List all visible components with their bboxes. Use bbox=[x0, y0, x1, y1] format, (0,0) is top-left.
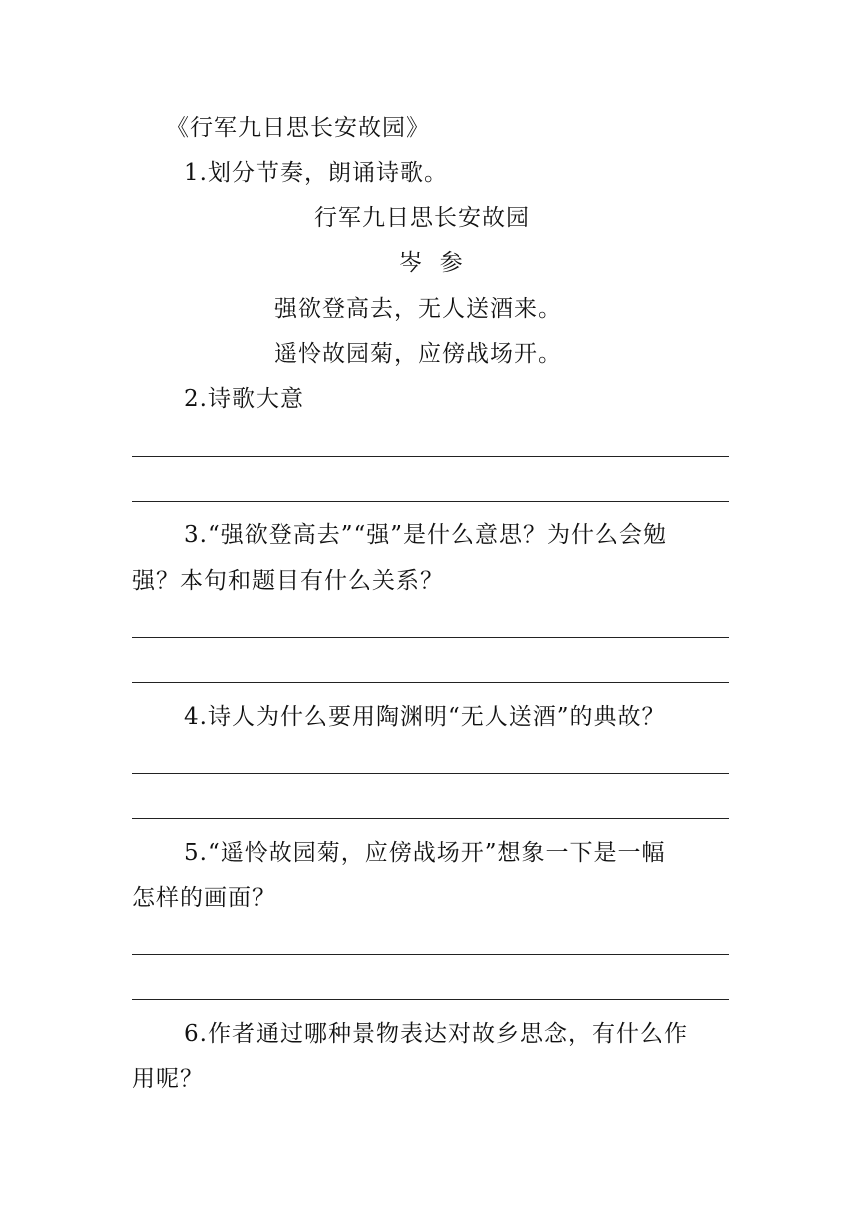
poem-author: 岑 参 bbox=[399, 250, 464, 276]
answer-line bbox=[132, 682, 729, 683]
poem-title: 行军九日思长安故园 bbox=[314, 205, 530, 231]
question-5-line-2: 怎样的画面？ bbox=[132, 885, 276, 911]
answer-line bbox=[132, 456, 729, 457]
question-4-line-1: 4.诗人为什么要用陶渊明“无人送酒”的典故？ bbox=[184, 704, 666, 730]
question-5-line-1: 5.“遥怜故园菊，应傍战场开”想象一下是一幅 bbox=[184, 840, 666, 866]
question-2-label: 2.诗歌大意 bbox=[184, 386, 304, 412]
answer-line bbox=[132, 818, 729, 819]
answer-line bbox=[132, 637, 729, 638]
poem-line-1: 强欲登高去，无人送酒来。 bbox=[274, 296, 562, 322]
answer-line bbox=[132, 954, 729, 955]
answer-line bbox=[132, 501, 729, 502]
document-title: 《行军九日思长安故园》 bbox=[166, 115, 430, 141]
poem-line-2: 遥怜故园菊，应傍战场开。 bbox=[274, 341, 562, 367]
answer-line bbox=[132, 999, 729, 1000]
question-3-line-1: 3.“强欲登高去”“强”是什么意思？为什么会勉 bbox=[184, 522, 667, 548]
question-1-label: 1.划分节奏，朗诵诗歌。 bbox=[184, 160, 448, 186]
question-3-line-2: 强？本句和题目有什么关系？ bbox=[132, 568, 444, 594]
question-6-line-1: 6.作者通过哪种景物表达对故乡思念，有什么作 bbox=[184, 1021, 688, 1047]
question-6-line-2: 用呢？ bbox=[132, 1066, 204, 1092]
answer-line bbox=[132, 773, 729, 774]
